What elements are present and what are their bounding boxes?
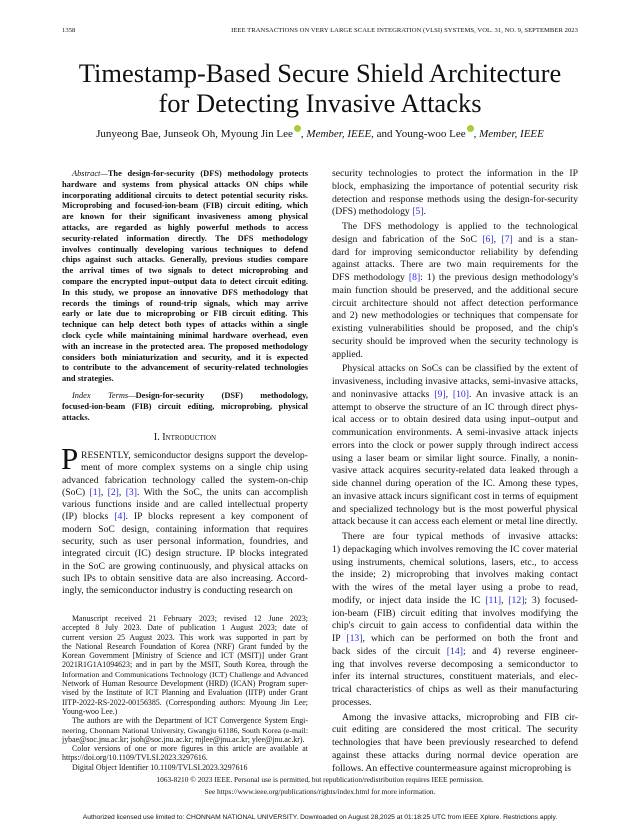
copyright-line: See https://www.ieee.org/publications/rights/index.html for more information. xyxy=(204,787,436,796)
line-text: involves continually developing various techniques to defend xyxy=(62,244,308,254)
text-line xyxy=(62,633,308,642)
line-text: 2021R1G1A1094623; and in part by the MSIT, South Korea, through the xyxy=(62,660,308,670)
text-line xyxy=(332,181,578,194)
text-line xyxy=(62,573,308,585)
line-text: and strategies. xyxy=(62,374,114,384)
line-text: advanced fabrication technology called the system-on-chip xyxy=(62,474,308,486)
line-text: technologies that have been previously researched to defend xyxy=(332,737,578,748)
paragraph xyxy=(332,168,578,219)
text-line xyxy=(62,299,308,310)
text-line xyxy=(62,320,308,331)
line-text: Manuscript received 21 February 2023; revised 12 June 2023; xyxy=(72,614,308,623)
line-text: security should be improved when the security technology is xyxy=(332,335,578,347)
orcid-icon[interactable] xyxy=(294,125,301,132)
text-line xyxy=(62,651,308,660)
line-text: attacks. xyxy=(62,412,90,422)
text-line xyxy=(332,234,578,247)
drop-cap: P xyxy=(61,441,79,476)
text-line xyxy=(332,544,578,557)
line-text: modify, or inject data inside the IC [11], [12]; 3) focused- xyxy=(332,594,578,606)
line-text: (SoC) [1], [2], [3]. With the SoC, the units can accomplish xyxy=(62,486,308,498)
text-line xyxy=(62,660,308,669)
line-text: In this study, we propose an innovative DFS methodology that xyxy=(62,287,308,297)
line-text: clock cycle while maintaining minimal hardware overhead, even xyxy=(62,330,308,340)
paragraph xyxy=(332,712,578,776)
text-line xyxy=(332,298,578,311)
text-line xyxy=(332,272,578,285)
text-line xyxy=(62,413,308,424)
text-line xyxy=(332,478,578,491)
text-line xyxy=(332,427,578,440)
line-text: Network of Human Resource Development (HRD) (ICAN) Program super- xyxy=(62,679,308,689)
line-text: detection and response methods using the design-for-security xyxy=(332,193,578,205)
citation-link[interactable]: [6] xyxy=(482,233,494,245)
text-line xyxy=(62,744,308,753)
text-line xyxy=(62,475,308,487)
text-line xyxy=(332,712,578,725)
text-line xyxy=(62,288,308,299)
citation-link[interactable]: [8] xyxy=(408,272,421,283)
line-text: accepted 8 July 2023. Date of publication 1 August 2023; date of xyxy=(62,623,308,633)
text-line xyxy=(332,531,578,544)
text-line xyxy=(62,450,308,462)
line-text: incorporating additional circuits to detect potential security risks. xyxy=(62,190,308,200)
text-line xyxy=(332,671,578,684)
line-text: ical access or to obtain desired data using input–output and xyxy=(332,414,578,426)
text-line xyxy=(62,763,308,772)
text-line xyxy=(332,557,578,570)
citation-link[interactable]: [4] xyxy=(114,511,126,523)
text-line xyxy=(332,737,578,750)
paragraph xyxy=(62,614,308,716)
line-text: https://doi.org/10.1109/TVLSI.2023.3297616. xyxy=(62,753,208,763)
text-line xyxy=(332,465,578,478)
paragraph xyxy=(62,169,308,385)
line-text: DFS methodology [8]: 1) the previous design methodology's xyxy=(332,272,578,283)
line-text: Information and Communications Technology (ICT) Challenge and Advanced xyxy=(62,669,308,679)
line-text: trical characteristics of chips as well as their manufacturing xyxy=(332,684,578,695)
text-line xyxy=(62,642,308,651)
line-text: IP [13], which can be performed on both the front and xyxy=(332,633,578,644)
text-line xyxy=(62,180,308,191)
text-line xyxy=(62,670,308,679)
text-line xyxy=(62,753,308,762)
line-text: the inside; 2) microprobing that involves making contact xyxy=(332,569,578,581)
text-line xyxy=(332,582,578,595)
text-line xyxy=(62,499,308,511)
line-text: ment of more complex systems on a single chip using xyxy=(81,462,308,474)
text-line xyxy=(332,323,578,336)
line-text: vasive attack acquires security-related data leaked through a xyxy=(332,465,578,477)
text-line xyxy=(332,491,578,504)
author-names: , and Young-woo Lee xyxy=(371,128,466,140)
line-text: design and fabrication of the SoC [6], [7] and is a stan- xyxy=(332,233,578,245)
section-label: Index Terms— xyxy=(72,391,136,400)
text-line xyxy=(332,376,578,389)
text-line xyxy=(332,168,578,181)
line-text: are known for their significant invasiveness among physical xyxy=(62,212,308,222)
line-text: (DFS) methodology [5]. xyxy=(332,206,426,218)
text-line xyxy=(332,659,578,672)
line-text: neering, Chonnam National University, Gwangju 61186, South Korea (e-mail: xyxy=(62,725,308,735)
text-line xyxy=(62,623,308,632)
citation-link[interactable]: [7] xyxy=(501,233,513,245)
text-line xyxy=(62,487,308,499)
text-line xyxy=(62,402,308,413)
paragraph xyxy=(62,450,308,598)
text-line xyxy=(62,716,308,725)
line-text: follows. An effective countermeasure against microprobing is xyxy=(332,762,571,774)
line-text: security, such as user personal information, foundries, and xyxy=(62,536,308,548)
text-line xyxy=(62,266,308,277)
text-line xyxy=(332,285,578,298)
text-line xyxy=(62,735,308,744)
text-line xyxy=(62,191,308,202)
text-line xyxy=(62,309,308,320)
line-text: jybae@soc.jnu.ac.kr; jsoh@soc.jnu.ac.kr; mjlee@jnu.ac.kr; ylee@jnu.ac.kr). xyxy=(62,734,305,744)
line-text: to contribute to the advancement of security-related technologies xyxy=(62,363,308,373)
line-text: security-related information directly. The DFS methodology xyxy=(62,233,308,243)
text-line xyxy=(332,595,578,608)
line-text: ion-beam (FIB) circuit editing that involves modifying the xyxy=(332,607,578,619)
citation-link[interactable]: [14] xyxy=(446,645,463,657)
line-text: chip's circuit to gain access to confidential data within the xyxy=(332,620,578,632)
title-line: for Detecting Invasive Attacks xyxy=(158,88,482,118)
text-line xyxy=(62,548,308,560)
line-text: various functions inside and are called intellectual property xyxy=(62,499,308,511)
line-text: with an increase in the protected area. The proposed methodology xyxy=(62,341,308,351)
line-text: cuit editing are considered the most critical. The security xyxy=(332,724,578,736)
line-text: Design-for-security (DSF) methodology, xyxy=(135,391,308,400)
paragraph xyxy=(62,391,308,423)
text-line xyxy=(62,462,308,474)
text-line xyxy=(332,724,578,737)
running-header: IEEE TRANSACTIONS ON VERY LARGE SCALE INTEGRATION (VLSI) SYSTEMS, VOL. 31, NO. 9, SEPTEMBER 2023 xyxy=(231,27,578,34)
line-text: The DFS methodology is applied to the technological xyxy=(342,221,578,232)
paragraph xyxy=(62,716,308,744)
line-text: Color versions of one or more figures in this article are available at xyxy=(72,744,308,754)
author-names: Junyeong Bae, Junseok Oh, Myoung Jin Lee xyxy=(96,128,293,140)
text-line xyxy=(62,234,308,245)
index-terms xyxy=(62,391,308,423)
citation-link[interactable]: [13] xyxy=(346,633,363,644)
line-text: processes. xyxy=(332,696,372,708)
line-text: Microprobing and focused-ion-beam (FIB) circuit editing, which xyxy=(62,201,308,211)
line-text: invasiveness, including invasive attacks, semi-invasive attacks, xyxy=(332,376,578,387)
text-line xyxy=(332,608,578,621)
line-text: modern SoC design, containing information that requires xyxy=(62,523,308,535)
line-text: back sides of the circuit [14]; and 4) reverse engineer- xyxy=(332,645,578,657)
text-line xyxy=(332,569,578,582)
paragraph xyxy=(62,744,308,763)
line-text: against attacks. There are two main requirements for the xyxy=(332,259,578,271)
citation-link[interactable]: [1] xyxy=(89,486,101,498)
text-line xyxy=(62,698,308,707)
text-line xyxy=(332,363,578,376)
separator: , xyxy=(300,128,307,140)
text-line xyxy=(332,453,578,466)
text-line xyxy=(332,194,578,207)
text-line xyxy=(62,707,308,716)
line-text: communication environments. A semi-invasive attack injects xyxy=(332,427,578,438)
line-text: using instruments, chemical solutions, lasers, etc., to access xyxy=(332,556,578,568)
text-line xyxy=(62,614,308,623)
line-text: such IPs to obtain sensitive data are also increasing. Accord- xyxy=(62,572,308,584)
line-text: records the timings of round-trip signals, which may arrive xyxy=(62,298,308,308)
text-line xyxy=(332,389,578,402)
text-line xyxy=(62,585,308,597)
text-line xyxy=(62,353,308,364)
text-line xyxy=(62,212,308,223)
line-text: vised by the Institute of ICT Planning and Evaluation (IITP) under Grant xyxy=(62,688,308,698)
text-line xyxy=(62,524,308,536)
line-text: Young-woo Lee.) xyxy=(62,706,118,716)
line-text: block, emphasizing the importance of potential security risk xyxy=(332,180,578,192)
text-line xyxy=(62,536,308,548)
author-membership: Member, IEEE xyxy=(306,128,372,140)
section-label: Abstract— xyxy=(72,169,108,178)
text-line xyxy=(332,697,578,710)
line-text: security technologies to protect the information in the IP xyxy=(332,168,578,179)
line-text: current version 25 August 2023. This work was supported in part by xyxy=(62,632,308,642)
copyright-notice xyxy=(0,774,640,798)
text-line xyxy=(332,310,578,323)
line-text: circuit architecture should not affect detection performance xyxy=(332,297,578,309)
abstract xyxy=(62,169,308,385)
citation-link[interactable]: [10] xyxy=(452,388,469,400)
text-line xyxy=(62,391,308,402)
text-line xyxy=(332,516,578,529)
line-text: ing that involves reverse decomposing a semiconductor to xyxy=(332,658,578,670)
text-line xyxy=(62,688,308,697)
text-line xyxy=(332,349,578,362)
text-line xyxy=(62,277,308,288)
line-text: Physical attacks on SoCs can be classified by the extent of xyxy=(342,363,578,375)
text-line xyxy=(332,684,578,697)
line-text: applied. xyxy=(332,348,363,360)
line-text: and 2) new methodologies or techniques that compensate for xyxy=(332,310,578,322)
paragraph xyxy=(332,363,578,529)
line-text: attempt to observe the structure of an IC through direct phys- xyxy=(332,401,578,413)
text-line xyxy=(332,206,578,219)
text-line xyxy=(62,679,308,688)
line-text: and noninvasive attacks [9], [10]. An invasive attack is an xyxy=(332,388,578,400)
line-text: attacks, are regarded as highly powerful methods to access xyxy=(62,222,308,232)
line-text: side channel during operation of the IC. Among these types, xyxy=(332,478,578,489)
line-text: the arrival times of two signals to detect microprobing and xyxy=(62,266,308,276)
line-text: using a laser beam or similar light source. Finally, a nonin- xyxy=(332,452,578,464)
paragraph xyxy=(332,531,578,710)
line-text: hardware and systems from physical attacks ON chips while xyxy=(62,179,308,189)
text-line xyxy=(332,504,578,517)
line-text: and specialized technology but is the most powerful physical xyxy=(332,503,578,515)
text-line xyxy=(332,646,578,659)
orcid-icon[interactable] xyxy=(467,125,474,132)
line-text: IITP-2022-RS-2022-00156385. (Corresponding authors: Myoung Jin Lee; xyxy=(62,697,308,707)
line-text: attack because it can access each element or metal line directly. xyxy=(332,516,578,528)
text-line xyxy=(62,331,308,342)
line-text: early or late due to microprobing or FIB circuit editing. This xyxy=(62,309,308,319)
line-text: focused-ion-beam (FIB) circuit editing, microprobing, physical xyxy=(62,401,308,411)
citation-link[interactable]: [3] xyxy=(125,486,137,498)
citation-link[interactable]: [2] xyxy=(107,486,119,498)
text-line xyxy=(62,245,308,256)
section-heading: I. Introduction xyxy=(153,432,217,443)
citation-link[interactable]: [11] xyxy=(485,594,502,606)
line-text: Among the invasive attacks, microprobing and FIB cir- xyxy=(342,711,578,723)
text-line xyxy=(62,363,308,374)
line-text: RESENTLY, semiconductor designs support the develop- xyxy=(81,450,308,461)
citation-link[interactable]: [5] xyxy=(412,206,424,218)
line-text: ingly, the semiconductor industry is conducting research on xyxy=(62,585,293,597)
author-membership: Member, IEEE xyxy=(479,128,544,140)
line-text: Korean Government [Ministry of Science and ICT (MSIT)] under Grant xyxy=(62,651,308,661)
line-text: There are four typical methods of invasive attacks: xyxy=(342,531,578,542)
text-line xyxy=(332,247,578,260)
text-line xyxy=(332,620,578,633)
line-text: The design-for-security (DFS) methodology protects xyxy=(107,169,308,178)
text-line xyxy=(62,511,308,523)
line-text: main function should be preserved, and the additional secure xyxy=(332,284,578,296)
text-line xyxy=(332,221,578,234)
line-text: 1) depackaging which involves removing the IC cover material xyxy=(332,543,578,555)
license-notice: Authorized licensed use limited to: CHONNAM NATIONAL UNIVERSITY. Downloaded on August 28,2025 at 01:18:25 UTC from IEEE Xplore. Restrictions apply. xyxy=(82,814,558,821)
text-line xyxy=(332,633,578,646)
text-line xyxy=(62,169,308,180)
line-text: against these attacks during normal device operation are xyxy=(332,749,578,761)
line-text: The authors are with the Department of ICT Convergence System Engi- xyxy=(72,716,308,726)
text-line xyxy=(332,336,578,349)
text-line xyxy=(332,750,578,763)
copyright-line: 1063-8210 © 2023 IEEE. Personal use is permitted, but republication/redistribution requires IEEE permission. xyxy=(156,775,484,784)
text-line xyxy=(332,440,578,453)
footnotes xyxy=(62,614,308,772)
text-line xyxy=(62,342,308,353)
line-text: integrated circuit (IC) design structure. IP blocks integrated xyxy=(62,548,308,560)
line-text: compare the encrypted input–output data to detect circuit editing. xyxy=(62,276,308,286)
line-text: considers both miniaturization and security, and it is expected xyxy=(62,352,308,362)
text-line xyxy=(62,201,308,212)
author-list xyxy=(0,125,640,140)
line-text: the National Research Foundation of Korea (NRF) Grant funded by the xyxy=(62,641,308,651)
text-line xyxy=(62,561,308,573)
introduction-body xyxy=(62,450,308,598)
line-text: Digital Object Identifier 10.1109/TVLSI.2023.3297616 xyxy=(72,762,248,772)
citation-link[interactable]: [12] xyxy=(508,594,525,606)
text-line xyxy=(62,223,308,234)
line-text: technique can help detect both types of attacks within a single xyxy=(62,320,308,330)
paper-title xyxy=(0,58,640,118)
separator: , xyxy=(473,128,480,140)
line-text: chips against such attacks. Generally, previous studies compare xyxy=(62,255,308,265)
line-text: with the wires of the metal layer using a probe to read, xyxy=(332,582,578,593)
line-text: an invasive attack incurs significant cost in terms of equipment xyxy=(332,490,578,502)
text-line xyxy=(62,374,308,385)
citation-link[interactable]: [9] xyxy=(434,388,446,400)
paragraph xyxy=(62,763,308,772)
line-text: in the SoC are growing continuously, and physical attacks on xyxy=(62,560,308,572)
paragraph xyxy=(332,221,578,361)
line-text: infer its internal structures, constituent materials, and elec- xyxy=(332,671,578,683)
line-text: existing vulnerabilities should be proposed, and the chip's xyxy=(332,323,578,334)
text-line xyxy=(62,255,308,266)
title-line: Timestamp-Based Secure Shield Architecture xyxy=(78,58,562,88)
text-line xyxy=(332,402,578,415)
text-line xyxy=(332,259,578,272)
line-text: errors into the clock or power supply through indirect access xyxy=(332,439,578,451)
right-column-body xyxy=(332,168,578,775)
page-number: 1358 xyxy=(62,27,76,34)
line-text: (IP) blocks [4]. IP blocks represent a key component of xyxy=(62,511,308,523)
line-text: dard for improving semiconductor reliability by defending xyxy=(332,246,578,258)
text-line xyxy=(62,726,308,735)
text-line xyxy=(332,414,578,427)
